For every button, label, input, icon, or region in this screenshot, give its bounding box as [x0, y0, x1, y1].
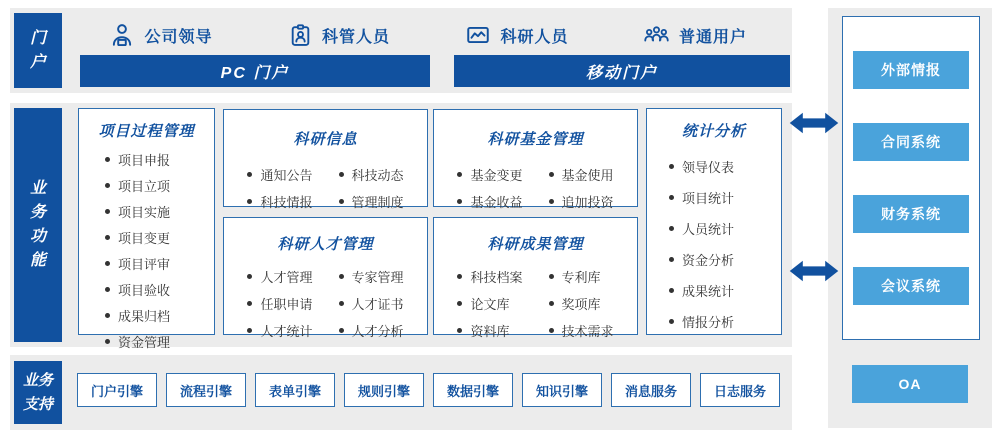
module-research-info [223, 109, 428, 210]
module-fund-management [433, 109, 638, 210]
user-type-label: 科研人员 [500, 28, 569, 46]
feature-item: 人才证书 [339, 294, 404, 313]
feature-item: 科技情报 [247, 192, 312, 211]
feature-item: 资料库 [457, 321, 522, 340]
pc-portal-bar: PC 门户 [80, 55, 430, 87]
module-statistics-analysis [646, 108, 782, 335]
system-button: 财务系统 [853, 195, 969, 233]
feature-item: 人才统计 [247, 321, 312, 340]
feature-item: 科技动态 [339, 165, 404, 184]
support-panel [10, 355, 792, 430]
feature-item: 项目申报 [105, 150, 214, 169]
feature-item: 项目验收 [105, 280, 214, 299]
engine-box: 数据引擎 [433, 373, 513, 407]
feature-item: 成果归档 [105, 306, 214, 325]
user-type-label: 公司领导 [144, 28, 213, 46]
feature-list [79, 150, 214, 377]
feature-item: 专家管理 [339, 267, 404, 286]
feature-item: 人才管理 [247, 267, 312, 286]
double-arrow-icon [789, 257, 839, 285]
support-rail-label [14, 361, 62, 424]
feature-list [247, 267, 403, 340]
feature-item: 情报分析 [669, 312, 781, 331]
feature-item: 专利库 [549, 267, 614, 286]
module-title: 项目过程管理 [98, 123, 195, 140]
feature-item: 领导仪表 [669, 157, 781, 176]
module-title: 科研人才管理 [277, 236, 374, 253]
user-group-icon [643, 22, 670, 49]
portal-panel [10, 8, 792, 93]
module-talent-management [223, 217, 428, 339]
user-type-ordinary [606, 16, 784, 54]
engine-box: 消息服务 [611, 373, 691, 407]
feature-item: 追加投资 [549, 192, 614, 211]
system-button: 会议系统 [853, 267, 969, 305]
feature-item: 项目实施 [105, 202, 214, 221]
user-type-researcher [428, 16, 606, 54]
feature-item: 基金收益 [457, 192, 522, 211]
engine-box: 门户引擎 [77, 373, 157, 407]
module-title: 统计分析 [681, 123, 746, 140]
feature-item: 项目变更 [105, 228, 214, 247]
feature-item: 管理制度 [339, 192, 404, 211]
leader-icon [109, 22, 135, 48]
module-title: 科研成果管理 [487, 236, 584, 253]
engine-box: 知识引擎 [522, 373, 602, 407]
feature-item: 任职申请 [247, 294, 312, 313]
engine-box: 表单引擎 [255, 373, 335, 407]
module-project-process [78, 108, 215, 350]
monitor-chart-icon [465, 22, 491, 48]
feature-item: 成果统计 [669, 281, 781, 300]
external-systems-box [842, 16, 980, 340]
feature-item: 通知公告 [247, 165, 312, 184]
external-systems-panel [828, 8, 992, 428]
feature-list [457, 165, 613, 211]
feature-item: 奖项库 [549, 294, 614, 313]
double-arrow-icon [789, 109, 839, 137]
system-button: 外部情报 [853, 51, 969, 89]
feature-item: 科技档案 [457, 267, 522, 286]
feature-list [247, 165, 403, 211]
feature-list [647, 157, 781, 331]
feature-item: 技术需求 [549, 321, 614, 340]
engine-box: 日志服务 [700, 373, 780, 407]
oa-button: OA [852, 365, 968, 403]
user-type-label: 科管人员 [321, 28, 390, 46]
system-button: 合同系统 [853, 123, 969, 161]
feature-item: 资金管理 [105, 332, 214, 351]
feature-item: 人员统计 [669, 219, 781, 238]
feature-item: 项目评审 [105, 254, 214, 273]
engine-box: 流程引擎 [166, 373, 246, 407]
business-rail-text: 业务功能 [29, 180, 46, 269]
module-achievement-management [433, 217, 638, 339]
feature-list [457, 267, 613, 340]
portal-rail-text: 门户 [29, 29, 46, 71]
business-panel [10, 103, 792, 350]
portal-rail-label [14, 13, 62, 88]
support-rail-text: 业务支持 [22, 372, 53, 413]
user-type-leader [72, 16, 250, 54]
user-type-label: 普通用户 [678, 28, 747, 46]
engine-box: 规则引擎 [344, 373, 424, 407]
feature-item: 项目立项 [105, 176, 214, 195]
module-title: 科研基金管理 [487, 131, 584, 148]
user-type-admin [250, 16, 428, 54]
feature-item: 论文库 [457, 294, 522, 313]
feature-item: 基金变更 [457, 165, 522, 184]
business-rail-label [14, 108, 62, 342]
feature-item: 资金分析 [669, 250, 781, 269]
engine-row [77, 373, 784, 407]
user-type-row [72, 16, 784, 54]
id-badge-icon [288, 23, 313, 48]
module-title: 科研信息 [293, 131, 358, 148]
feature-item: 人才分析 [339, 321, 404, 340]
feature-item: 项目统计 [669, 188, 781, 207]
feature-item: 基金使用 [549, 165, 614, 184]
mobile-portal-bar: 移动门户 [454, 55, 790, 87]
